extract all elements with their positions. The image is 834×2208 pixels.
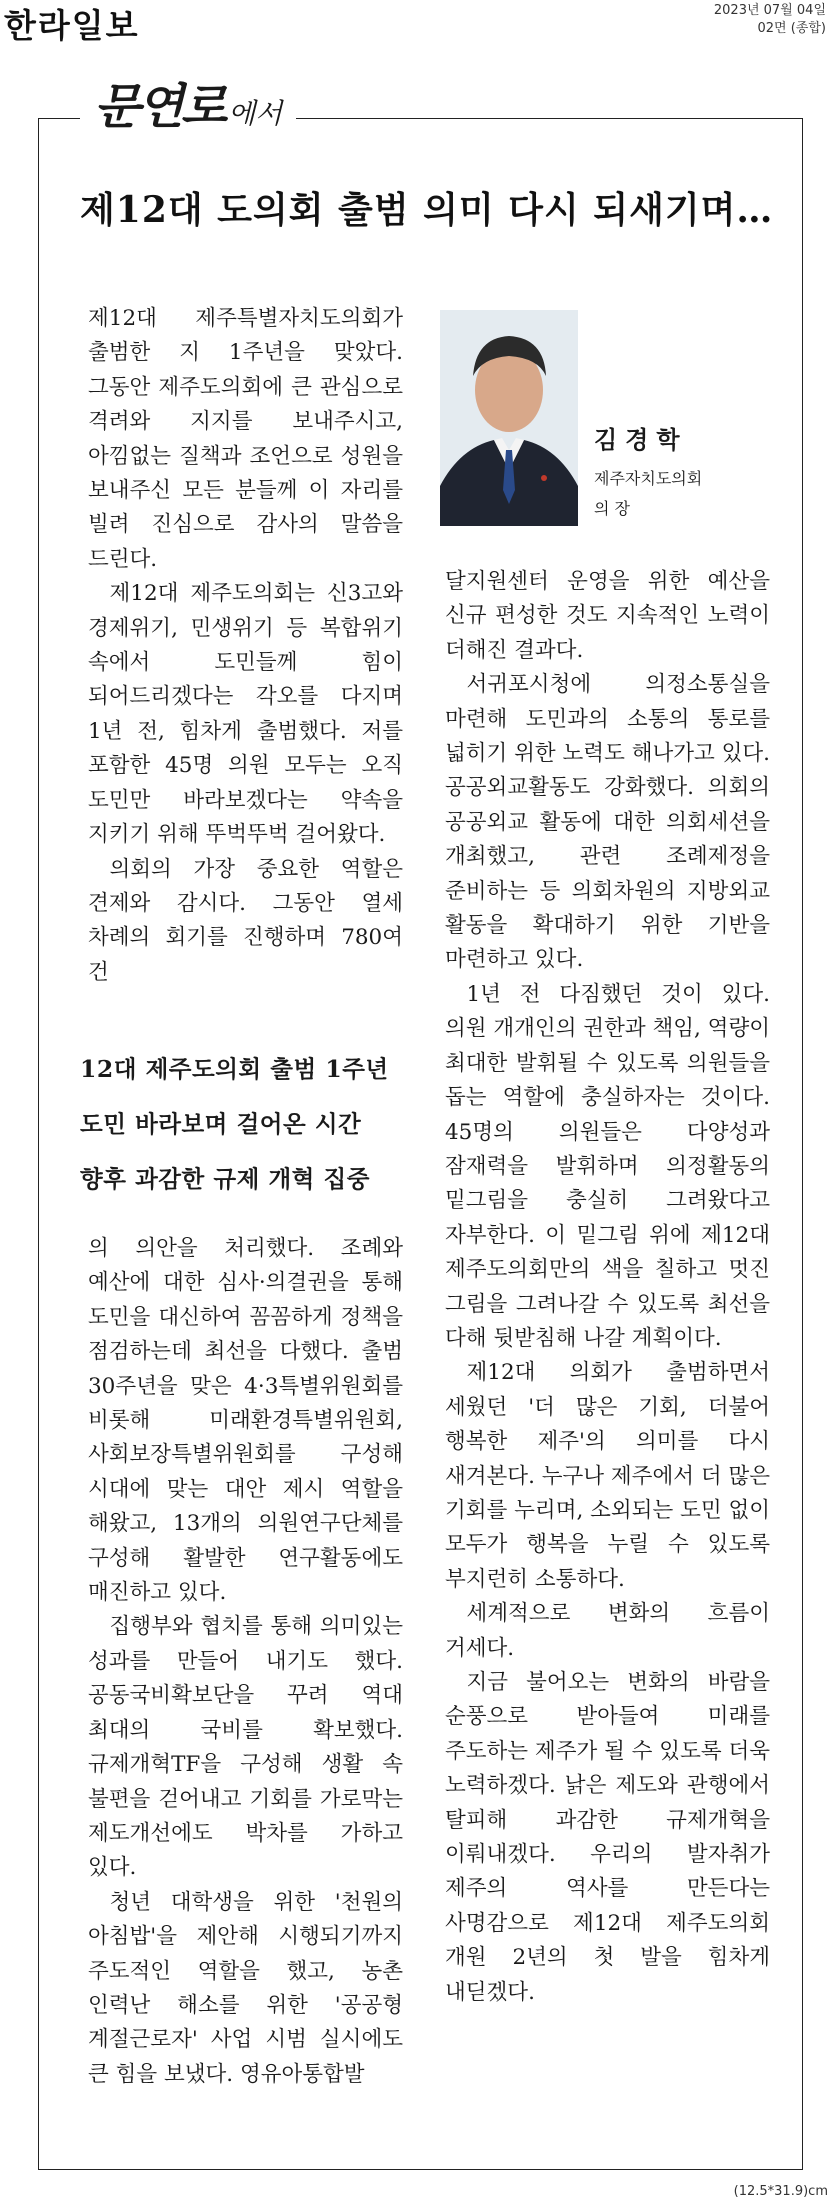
page-number: 02면 (종합) [757,21,826,36]
pull-quote [80,1042,405,1207]
paragraph: 지금 불어오는 변화의 바람을 순풍으로 받아들여 미래를 주도하는 제주가 될 수 있도록 더욱 노력하겠다. 낡은 제도와 관행에서 탈피해 과감한 규제개혁을 이뤄내겠다. 우리의 발자취가 제주의 역사를 만든다는 사명감으로 제12대 제주도의회 개원 2년의 첫 발을 힘차게 내딛겠다. [445,1670,770,2005]
author-photo [440,310,578,526]
author-name: 김경학 [594,426,688,454]
issue-date: 2023년 07월 04일 [713,3,826,18]
column-tag-suffix: 에서 [228,97,283,130]
author-affiliation: 제주자치도의회 [594,469,703,488]
dateline [714,2,826,38]
newspaper-masthead: 한라일보 [4,6,140,45]
paragraph: 의 의안을 처리했다. 조례와 예산에 대한 심사·의결권을 통해 도민을 대신하여 꼼꼼하게 정책을 점검하는데 최선을 다했다. 출범 30주년을 맞은 4·3특별위원회를 비롯해 미래환경특별위원회, 사회보장특별위원회를 구성해 시대에 맞는 대안 제시 역할을 해왔고, 13개의 의원연구단체를 구성해 활발한 연구활동에도 매진하고 있다. [88,1236,403,1606]
article-body-col1-top [88,302,403,990]
author-role [594,464,702,524]
article-body-col2 [445,565,770,2010]
article-body-col1-bottom [88,1232,403,2092]
paragraph: 제12대 의회가 출범하면서 세웠던 '더 많은 기회, 더불어 행복한 제주'의 의미를 다시 새겨본다. 누구나 제주에서 더 많은 기회를 누리며, 소외되는 도민 없이 모두가 행복을 누릴 수 있도록 부지런히 소통하다. [445,1360,770,1592]
pull-quote-line: 향후 과감한 규제 개혁 집중 [80,1165,370,1193]
paragraph: 서귀포시청에 의정소통실을 마련해 도민과의 소통의 통로를 넓히기 위한 노력도 해나가고 있다. 공공외교활동도 강화했다. 의회의 공공외교 활동에 대한 의회세션을 개최했고, 관련 조례제정을 준비하는 등 의회차원의 지방외교 활동을 확대하기 위한 기반을 마련하고 있다. [445,672,770,973]
paragraph: 세계적으로 변화의 흐름이 거세다. [445,1601,770,1661]
author-portrait-image [440,310,578,526]
column-tag-title: 문연로 [94,79,225,135]
paragraph: 청년 대학생을 위한 '천원의 아침밥'을 제안해 시행되기까지 주도적인 역할을 했고, 농촌 인력난 해소를 위한 '공공형 계절근로자' 사업 시범 실시에도 큰 힘을 보냈다. 영유아통합발 [88,1889,403,2087]
clipping-size: (12.5*31.9)cm [733,2184,828,2199]
paragraph: 달지원센터 운영을 위한 예산을 신규 편성한 것도 지속적인 노력이 더해진 결과다. [445,569,770,663]
paragraph: 집행부와 협치를 통해 의미있는 성과를 만들어 내기도 했다. 공동국비확보단을 꾸려 역대 최대의 국비를 확보했다. 규제개혁TF을 구성해 생활 속 불편을 걷어내고 기회를 가로막는 제도개선에도 박차를 가하고 있다. [88,1614,403,1881]
pull-quote-line: 도민 바라보며 걸어온 시간 [80,1110,362,1138]
author-title: 의 장 [594,499,630,518]
paragraph: 제12대 제주도의회는 신3고와 경제위기, 민생위기 등 복합위기 속에서 도민들께 힘이 되어드리겠다는 각오를 다지며 1년 전, 힘차게 출범했다. 저를 포함한 45명 의원 모두는 오직 도민만 바라보겠다는 약속을 지키기 위해 뚜벅뚜벅 걸어왔다. [88,581,403,848]
paragraph: 의회의 가장 중요한 역할은 견제와 감시다. 그동안 열세 차례의 회기를 진행하며 780여 건 [88,856,403,985]
pull-quote-line: 12대 제주도의회 출범 1주년 [80,1055,389,1083]
column-tag [80,68,296,137]
article-headline: 제12대 도의회 출범 의미 다시 되새기며… [80,189,774,231]
paragraph: 1년 전 다짐했던 것이 있다. 의원 개개인의 권한과 책임, 역량이 최대한 발휘될 수 있도록 의원들을 돕는 역할에 충실하자는 것이다. 45명의 의원들은 다양성과 잠재력을 발휘하며 의정활동의 밑그림을 충실히 그려왔다고 자부한다. 이 밑그림 위에 제12대 제주도의회만의 색을 칠하고 멋진 그림을 그려나갈 수 있도록 최선을 다해 뒷받침해 나갈 계획이다. [445,981,770,1351]
paragraph: 제12대 제주특별자치도의회가 출범한 지 1주년을 맞았다. 그동안 제주도의회에 큰 관심으로 격려와 지지를 보내주시고, 아낌없는 질책과 조언으로 성원을 보내주신 모든 분들께 이 자리를 빌려 진심으로 감사의 말씀을 드린다. [88,306,403,572]
